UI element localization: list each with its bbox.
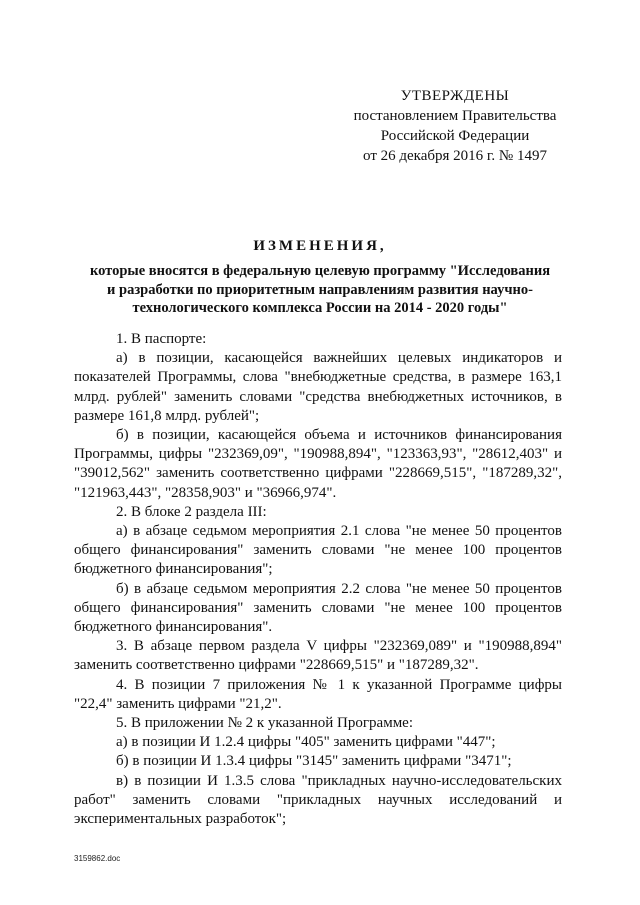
paragraph-1: 1. В паспорте: bbox=[116, 331, 207, 347]
approval-heading: УТВЕРЖДЕНЫ bbox=[400, 88, 510, 104]
file-reference: 3159862.doc bbox=[74, 854, 121, 863]
paragraph-5: 5. В приложении № 2 к указанной Программе: bbox=[116, 715, 414, 732]
document-subtitle bbox=[70, 262, 570, 318]
subtitle-line-1: которые вносятся в федеральную целевую программу "Исследования bbox=[89, 263, 551, 279]
document-title: ИЗМЕНЕНИЯ, bbox=[253, 238, 387, 254]
document-body bbox=[74, 330, 562, 829]
subtitle-line-2: и разработки по приоритетным направлениям развития научно- bbox=[107, 281, 533, 298]
paragraph-2b: б) в абзаце седьмом мероприятия 2.2 слова "не менее 50 процентов общего финансирования" заменить словами "не менее 100 процентов бюджетного финансирования". bbox=[74, 580, 562, 636]
paragraph-3: 3. В абзаце первом раздела V цифры "232369,089" и "190988,894" заменить соответственно цифрами "228669,515" и "187289,32". bbox=[74, 638, 562, 674]
paragraph-4: 4. В позиции 7 приложения № 1 к указанной Программе цифры "22,4" заменить цифрами "21,2". bbox=[74, 676, 562, 712]
paragraph-5c: в) в позиции И 1.3.5 слова "прикладных научно-исследовательских работ" заменить словами "прикладных научных исследований и экспериментальных разработок"; bbox=[74, 772, 562, 828]
paragraph-2a: а) в абзаце седьмом мероприятия 2.1 слова "не менее 50 процентов общего финансирования" заменить словами "не менее 100 процентов бюджетного финансирования"; bbox=[74, 523, 562, 578]
paragraph-2: 2. В блоке 2 раздела III: bbox=[116, 503, 267, 520]
subtitle-line-3: технологического комплекса России на 2014 - 2020 годы" bbox=[132, 300, 508, 316]
approval-line-3: от 26 декабря 2016 г. № 1497 bbox=[363, 148, 547, 164]
paragraph-5b: б) в позиции И 1.3.4 цифры "3145" заменить цифрами "3471"; bbox=[116, 753, 512, 770]
approval-line-2: Российской Федерации bbox=[380, 128, 530, 144]
approval-line-1: постановлением Правительства bbox=[353, 108, 557, 124]
paragraph-1b: б) в позиции, касающейся объема и источников финансирования Программы, цифры "232369,09", "190988,894", "123363,93", "28612,403" и "39012,562" заменить соответственно цифрами "228669,515", "187289,32", "121963,443", "28358,903" и "36966,974". bbox=[74, 427, 562, 501]
approval-block bbox=[340, 86, 570, 166]
paragraph-5a: а) в позиции И 1.2.4 цифры "405" заменить цифрами "447"; bbox=[116, 734, 496, 751]
paragraph-1a: а) в позиции, касающейся важнейших целевых индикаторов и показателей Программы, слова "внебюджетные средства, в размере 163,1 млрд. рублей" заменить словами "средства внебюджетных источников, в размере 161,8 млрд. рублей"; bbox=[74, 350, 562, 424]
